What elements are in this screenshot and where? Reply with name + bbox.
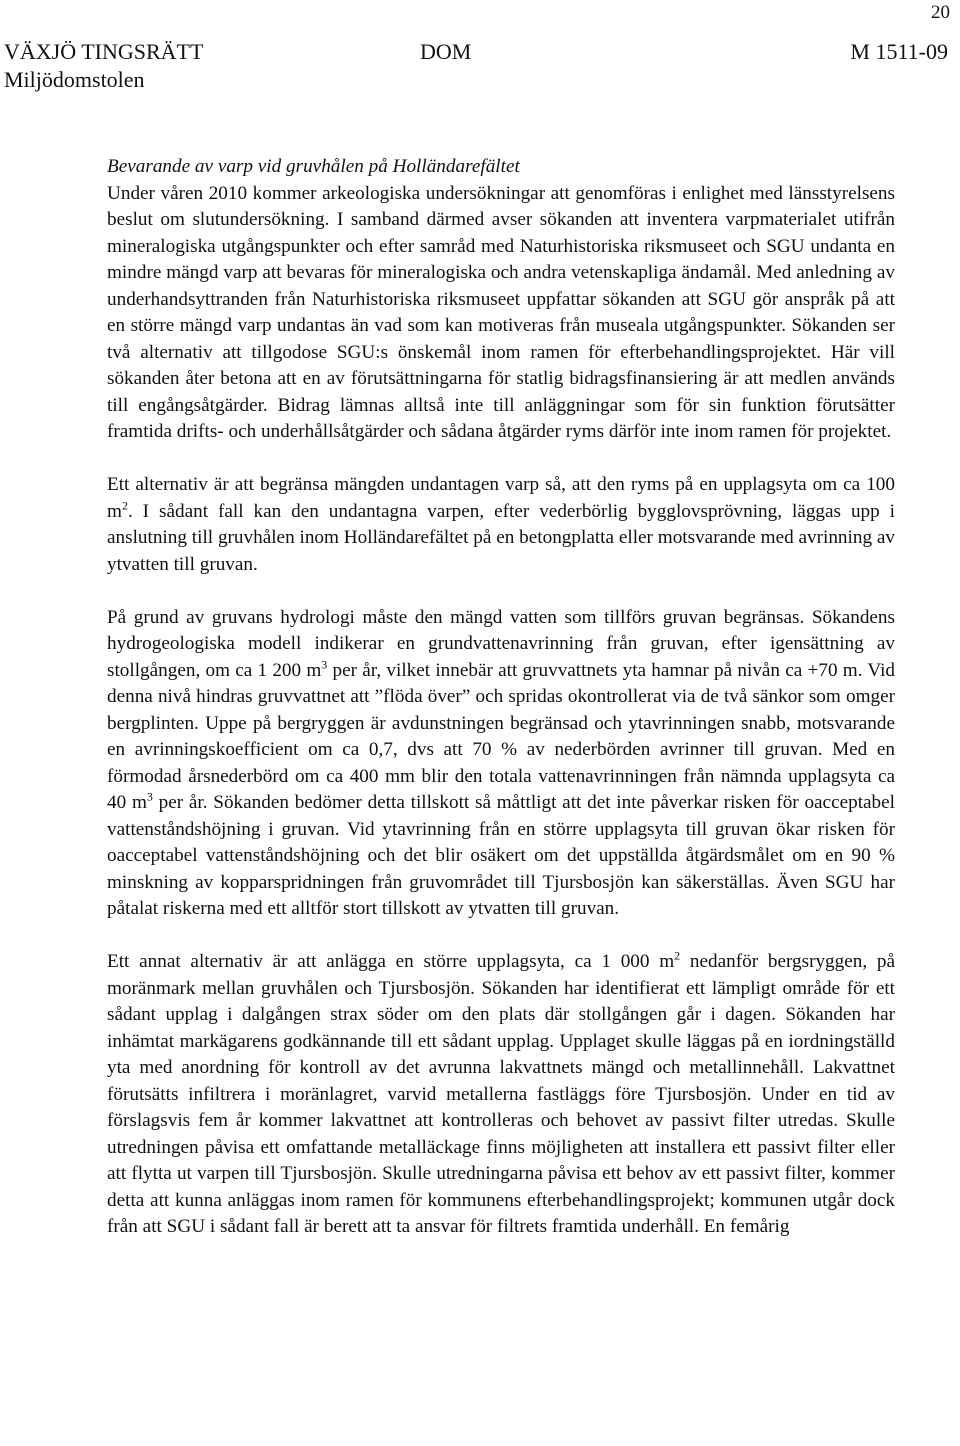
paragraph-1-text: Under våren 2010 kommer arkeologiska undersökningar att genomföras i enlighet med länsstyrelsens beslut om slutundersökning. I samband därmed avser sökanden att inventera varpmaterialet utifrån mineralogiska utgångspunkter och efter samråd med Naturhistoriska riksmuseet och SGU undanta en mindre mängd varp att bevaras för mineralogiska och andra vetenskapliga ändamål. Med anledning av underhandsyttranden från Naturhistoriska riksmuseet uppfattar sökanden att SGU gör anspråk på att en större mängd varp undantas än vad som kan motiveras från museala utgångspunkter. Sökanden ser två alternativ att tillgodose SGU:s önskemål inom ramen för efterbehandlingsprojektet. Här vill sökanden åter betona att en av förutsättningarna för statlig bidragsfinansiering är att medlen används till engångsåtgärder. Bidrag lämnas alltså inte till anläggningar som för sin funktion förutsätter framtida drifts- och underhållsåtgärder och sådana åtgärder ryms därför inte inom ramen för projektet. bbox=[107, 182, 895, 442]
court-name: VÄXJÖ TINGSRÄTT bbox=[4, 39, 204, 64]
superscript: 2 bbox=[121, 498, 128, 513]
paragraph-1 bbox=[107, 154, 895, 446]
document-body bbox=[107, 154, 895, 1267]
paragraph-2-text-b: . I sådant fall kan den undantagna varpen, efter vederbörlig bygglovsprövning, läggas upp i anslutning till gruvhålen inom Holländarefältet på en betongplatta eller motsvarande med avrinning av ytvatten till gruvan. bbox=[107, 500, 895, 575]
document-type: DOM bbox=[420, 39, 472, 64]
paragraph-3-text-c: per år. Sökanden bedömer detta tillskott så måttligt att det inte påverkar risken för oacceptabel vattenståndshöjning i gruvan. Vid ytavrinning från en större upplagsyta till gruvan ökar risken för oacceptabel vattenståndshöjning och det blir osäkert om det uppställda åtgärdsmålet om en 90 % minskning av kopparspridningen från gruvområdet till Tjursbosjön kan säkerställas. Även SGU har påtalat riskerna med ett alltför stort tillskott av ytvatten till gruvan. bbox=[107, 792, 895, 919]
paragraph-3-text-a: På grund av gruvans hydrologi måste den mängd vatten som tillförs gruvan begränsas. Sökandens hydrogeologiska modell indikerar en grundvattenavrinning från gruvan, efter igensättning av stollgången, om ca 1 200 m bbox=[107, 606, 895, 681]
paragraph-2-text-a: Ett alternativ är att begränsa mängden undantagen varp så, att den ryms på en upplagsyta om ca 100 m bbox=[107, 474, 895, 522]
paragraph-2 bbox=[107, 472, 895, 578]
case-number: M 1511-09 bbox=[850, 39, 948, 64]
page-number: 20 bbox=[931, 2, 950, 23]
paragraph-3-text-b: per år, vilket innebär att gruvvattnets yta hamnar på nivån ca +70 m. Vid denna nivå hindras gruvvattnet att ”flöda över” och spridas okontrollerat via de två sänkor som omger bergplinten. Uppe på bergryggen är avdunstningen begränsad och ytavrinningen snabb, motsvarande en avrinningskoefficient om ca 0,7, dvs att 70 % av nederbörden avrinner till gruvan. Med en förmodad årsnederbörd om ca 400 mm blir den totala vattenavrinningen från nämnda upplagsyta ca 40 m bbox=[107, 659, 896, 813]
paragraph-3 bbox=[107, 605, 895, 923]
paragraph-4-text-a: Ett annat alternativ är att anlägga en större upplagsyta, ca 1 000 m bbox=[107, 951, 675, 972]
paragraph-4 bbox=[107, 949, 895, 1241]
paragraph-4-text-b: nedanför bergsryggen, på moränmark mellan gruvhålen och Tjursbosjön. Sökanden har identifierat ett lämpligt område för ett sådant upplag i dalgången strax söder om den plats där stollgången går i dagen. Sökanden har inhämtat markägarens godkännande till ett sådant upplag. Upplaget skulle läggas på en iordningställd yta med anordning för kontroll av det avrunna lakvattnets mängd och metallinnehåll. Lakvattnet förutsätts infiltrera i moränlagret, varvid metallerna fastläggs före Tjursbosjön. Under en tid av förslagsvis fem år kommer lakvattnet att kontrolleras och behovet av passivt filter utredas. Skulle utredningen påvisa ett omfattande metalläckage finns möjligheten att installera ett passivt filter eller att flytta ut varpen till Tjursbosjön. Skulle utredningarna påvisa ett behov av ett passivt filter, kommer detta att kunna anläggas inom ramen för kommunens efterbehandlingsprojekt; kommunen utgår dock från att SGU i sådant fall är berett att ta ansvar för filtrets framtida underhåll. En femårig bbox=[107, 951, 896, 1237]
superscript: 3 bbox=[146, 789, 153, 804]
court-division: Miljödomstolen bbox=[4, 67, 145, 92]
superscript: 3 bbox=[321, 657, 328, 672]
section-heading: Bevarande av varp vid gruvhålen på Holländarefältet bbox=[107, 156, 520, 177]
superscript: 2 bbox=[674, 948, 681, 963]
